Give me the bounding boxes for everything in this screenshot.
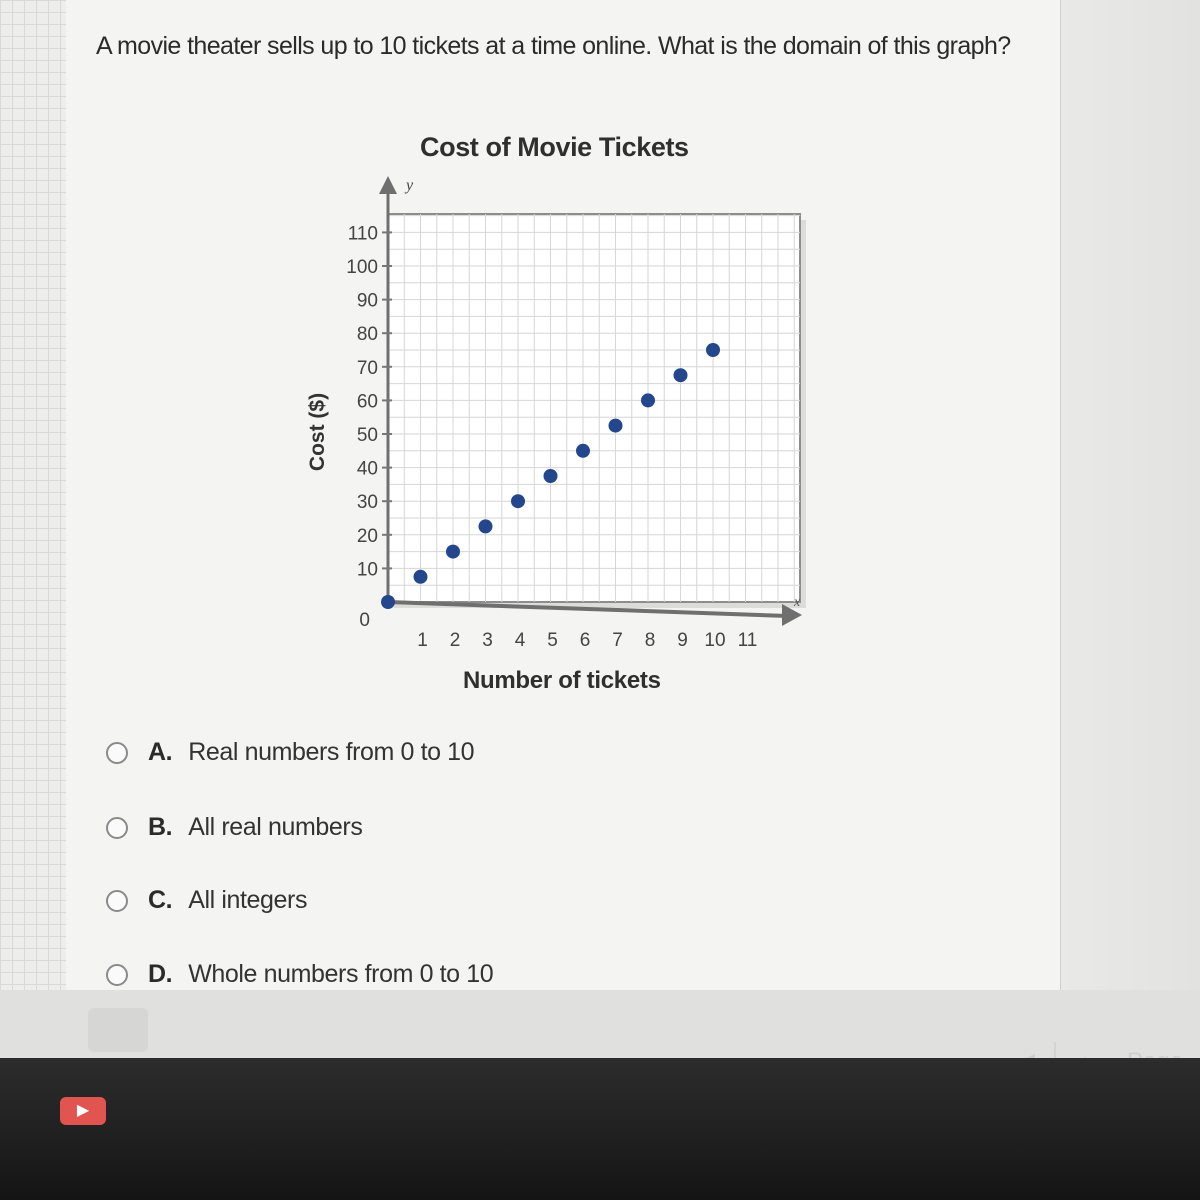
y-tick-label: 30 <box>356 492 378 514</box>
choice-letter: D. <box>148 960 173 988</box>
data-point <box>576 444 590 458</box>
y-axis-label: Cost ($) <box>306 392 329 472</box>
choice-text: Real numbers from 0 to 10 <box>188 738 475 766</box>
radio-button[interactable] <box>106 817 128 839</box>
y-tick-label: 80 <box>356 324 378 346</box>
radio-button[interactable] <box>106 964 128 986</box>
x-tick-label: 7 <box>612 630 623 651</box>
data-point <box>706 343 720 357</box>
y-tick-label: 90 <box>356 290 378 312</box>
y-tick-label: 110 <box>347 223 378 245</box>
choice-c[interactable] <box>106 886 307 915</box>
x-axis-letter: x <box>794 595 801 610</box>
scatter-chart <box>280 170 820 660</box>
data-point <box>674 368 688 382</box>
print-icon[interactable] <box>88 1008 148 1052</box>
x-tick-label: 5 <box>547 630 558 651</box>
play-icon[interactable]: ▶ <box>60 1097 106 1125</box>
choice-text: Whole numbers from 0 to 10 <box>188 960 494 988</box>
x-tick-label: 10 <box>704 630 726 651</box>
data-point <box>479 519 493 533</box>
taskbar <box>0 1058 1200 1200</box>
y-tick-label: 50 <box>356 425 378 446</box>
question-text: A movie theater sells up to 10 tickets at a time online. What is the domain of this graph? <box>96 32 1011 60</box>
x-tick-label: 6 <box>579 630 591 651</box>
y-tick-label: 40 <box>356 458 378 480</box>
y-tick-label: 70 <box>356 357 378 379</box>
y-axis-letter: y <box>406 177 414 194</box>
plot-area <box>388 214 800 602</box>
data-point <box>609 419 623 433</box>
x-tick-label: 1 <box>417 630 428 651</box>
radio-button[interactable] <box>106 890 128 912</box>
choice-b[interactable] <box>106 813 362 842</box>
x-tick-label: 3 <box>482 630 493 651</box>
x-tick-label: 8 <box>644 630 656 651</box>
data-point <box>446 545 460 559</box>
right-margin <box>1061 0 1200 990</box>
y-tick-label: 100 <box>346 257 378 278</box>
radio-button[interactable] <box>106 742 128 764</box>
choice-letter: C. <box>148 886 173 914</box>
choice-text: All real numbers <box>188 813 363 841</box>
x-tick-label: 2 <box>449 630 461 651</box>
data-point <box>641 393 655 407</box>
choice-letter: B. <box>148 813 173 841</box>
data-point <box>381 595 395 609</box>
data-point <box>414 570 428 584</box>
data-point <box>544 469 558 483</box>
choice-a[interactable] <box>106 738 474 767</box>
choice-text: All integers <box>188 886 308 914</box>
chart-title: Cost of Movie Tickets <box>420 132 689 162</box>
choice-letter: A. <box>148 738 173 766</box>
choice-d[interactable] <box>106 960 493 989</box>
x-tick-label: 4 <box>514 630 526 651</box>
x-tick-label: 9 <box>677 630 688 651</box>
data-point <box>511 494 525 508</box>
left-panel <box>0 0 67 990</box>
x-tick-label: 11 <box>737 630 758 651</box>
y-tick-label: 10 <box>356 559 378 581</box>
x-axis-label: Number of tickets <box>463 667 661 694</box>
y-tick-label: 20 <box>356 525 378 547</box>
y-axis-arrow <box>379 176 397 194</box>
origin-label: 0 <box>359 610 370 631</box>
y-tick-label: 60 <box>356 391 378 413</box>
